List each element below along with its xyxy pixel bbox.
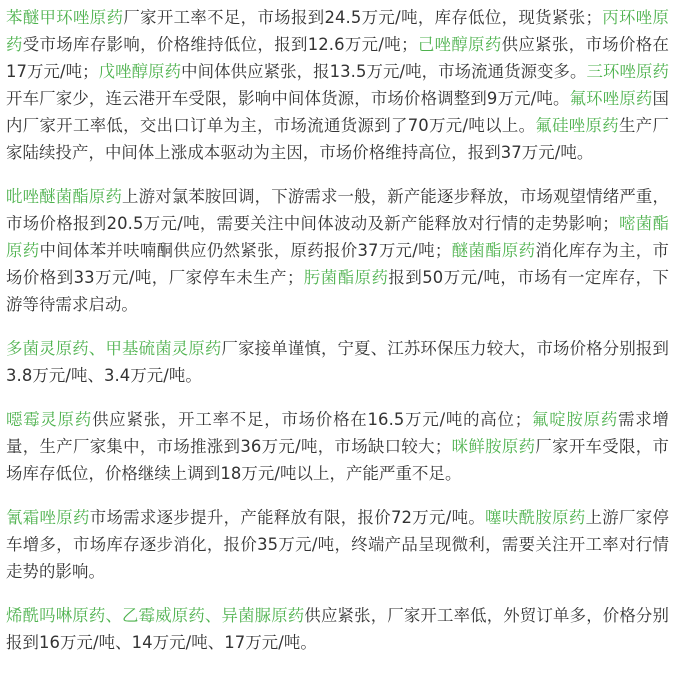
product-name: 嘧菌酯原药 — [6, 214, 669, 260]
paragraph-text: 受市场库存影响，价格维持低位，报到12.6万元/吨； — [22, 35, 418, 54]
product-name: 戊唑醇原药 — [98, 62, 182, 81]
paragraph-benzimidazole-fungicides — [6, 335, 669, 389]
paragraph-text: 中间体苯并呋喃酮供应仍然紧张，原药报价37万元/吨； — [39, 241, 452, 260]
product-name: 肟菌酯原药 — [303, 268, 389, 287]
paragraph-text: 开车厂家少，连云港开车受限，影响中间体货源，市场价格调整到9万元/吨。 — [6, 89, 570, 108]
product-name: 己唑醇原药 — [417, 35, 502, 54]
paragraph-text: 上游对氯苯胺回调，下游需求一般，新产能逐步释放，市场观望情绪严重，市场价格报到20.5万元/吨，需要关注中间体波动及新产能释放对行情的走势影响； — [6, 187, 669, 233]
product-name: 丙环唑原药 — [6, 8, 670, 54]
paragraph-text: 上游厂家停车增多，市场库存逐步消化，报价35万元/吨，终端产品呈现微利，需要关注开工率对行情走势的影响。 — [6, 508, 670, 581]
paragraph-text: 中间体供应紧张，报13.5万元/吨，市场流通货源变多。 — [181, 62, 587, 81]
paragraph-text: 厂家接单谨慎，宁夏、江苏环保压力较大，市场价格分别报到3.8万元/吨、3.4万元/吨。 — [6, 339, 669, 385]
paragraph-text: 需求增量，生产厂家集中，市场推涨到36万元/吨，市场缺口较大； — [6, 410, 669, 456]
paragraph-text: 供应紧张，开工率不足，市场价格在16.5万元/吨的高位； — [92, 410, 532, 429]
paragraph-text: 市场需求逐步提升，产能释放有限，报价72万元/吨。 — [89, 508, 486, 527]
paragraph-dimethomorph-group — [6, 602, 669, 656]
paragraph-other-fungicides — [6, 406, 669, 487]
paragraph-triazole-fungicides — [6, 4, 669, 166]
paragraph-text: 报到50万元/吨，市场有一定库存，下游等待需求启动。 — [6, 268, 670, 314]
product-name: 烯酰吗啉原药、乙霉威原药、异菌脲原药 — [6, 606, 305, 625]
paragraph-text: 消化库存为主，市场价格到33万元/吨，厂家停车未生产； — [6, 241, 670, 287]
product-name: 咪鲜胺原药 — [451, 437, 536, 456]
paragraph-text: 厂家开车受限，市场库存低位，价格继续上调到18万元/吨以上，产能严重不足。 — [6, 437, 670, 483]
product-name: 噻呋酰胺原药 — [485, 508, 586, 527]
paragraph-text: 生产厂家陆续投产，中间体上涨成本驱动为主因，市场价格维持高位，报到37万元/吨。 — [6, 116, 669, 162]
product-name: 醚菌酯原药 — [451, 241, 536, 260]
paragraph-text: 供应紧张，市场价格在17万元/吨； — [6, 35, 670, 81]
product-name: 多菌灵原药、甲基硫菌灵原药 — [6, 339, 222, 358]
paragraph-strobilurin-fungicides — [6, 183, 669, 318]
product-name: 氟硅唑原药 — [535, 116, 620, 135]
paragraph-cyazofamid-thifluzamide — [6, 504, 669, 585]
product-name: 氟啶胺原药 — [531, 410, 619, 429]
paragraph-text: 国内厂家开工率低，交出口订单为主，市场流通货源到了70万元/吨以上。 — [6, 89, 670, 135]
product-name: 三环唑原药 — [586, 62, 670, 81]
paragraph-text: 厂家开工率不足，市场报到24.5万元/吨，库存低位，现货紧张； — [123, 8, 602, 27]
product-name: 吡唑醚菌酯原药 — [6, 187, 123, 206]
product-name: 氟环唑原药 — [569, 89, 653, 108]
product-name: 氰霜唑原药 — [6, 508, 90, 527]
product-name: 苯醚甲环唑原药 — [6, 8, 124, 27]
paragraph-text: 供应紧张，厂家开工率低，外贸订单多，价格分别报到16万元/吨、14万元/吨、17万元/吨。 — [6, 606, 669, 652]
product-name: 噁霉灵原药 — [6, 410, 93, 429]
